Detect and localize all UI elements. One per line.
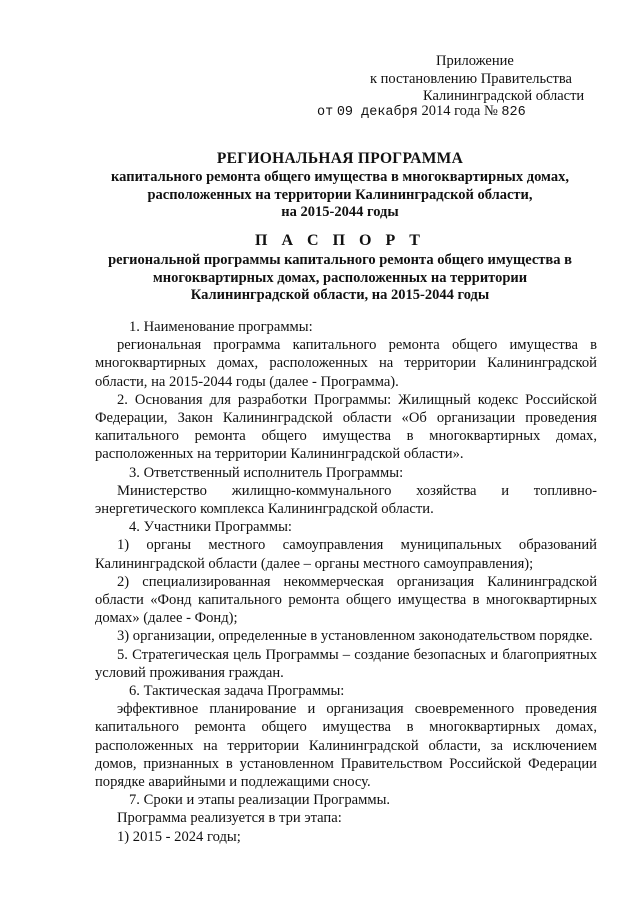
section-4-item-3: 3) организации, определенные в установленном законодательством порядке.	[117, 628, 593, 645]
appendix-date-line	[317, 103, 526, 120]
program-subtitle-line: на 2015-2044 годы	[281, 204, 399, 220]
section-1-text: региональная программа капитального ремонта общего имущества в многоквартирных домах, расположенных на территории Калининградской области, на 2015-2044 годы (далее - Программа).	[95, 337, 597, 390]
section-4-item-2: 2) специализированная некоммерческая организация Калининградской области «Фонд капитального ремонта общего имущества в многоквартирных домах» (далее - Фонд);	[95, 573, 597, 627]
date-value: 09 декабря	[336, 105, 418, 120]
section-3-text: Министерство жилищно-коммунального хозяйства и топливно-энергетического комплекса Калининградской области.	[95, 482, 597, 518]
passport-body	[95, 318, 597, 846]
appendix-resolution: к постановлению Правительства	[370, 70, 572, 87]
passport-subtitle-line: Калининградской области, на 2015-2044 годы	[190, 287, 490, 303]
appendix-header	[370, 53, 610, 106]
section-3-heading: 3. Ответственный исполнитель Программы:	[129, 464, 404, 481]
appendix-label: Приложение	[436, 53, 514, 69]
section-2-text: 2. Основания для разработки Программы: Жилищный кодекс Российской Федерации, Закон Калининградской области «Об организации проведения капитального ремонта общего имущества в многоквартирных домах, расположенных на территории Калининградской области».	[95, 391, 597, 463]
program-subtitle	[100, 169, 580, 222]
section-7-stage-1: 1) 2015 - 2024 годы;	[117, 828, 241, 845]
section-7-stages: Программа реализуется в три этапа:	[117, 810, 342, 827]
appendix-region: Калининградской области	[423, 88, 585, 104]
passport-title: П А С П О Р Т	[255, 232, 425, 249]
passport-subtitle	[100, 252, 580, 305]
section-7-heading: 7. Сроки и этапы реализации Программы.	[129, 792, 391, 809]
section-6-text: эффективное планирование и организация своевременного проведения капитального ремонта общего имущества в многоквартирных домах, расположенных на территории Калининградской области, за исключением домов, признанных в установленном Правительством Российской Федерации порядке аварийными и подлежащими сносу.	[95, 701, 597, 791]
passport-subtitle-line: многоквартирных домах, расположенных на территории	[152, 269, 528, 286]
passport-subtitle-line: региональной программы капитального ремонта общего имущества в	[108, 252, 572, 268]
program-subtitle-line: расположенных на территории Калининградской области,	[147, 186, 533, 203]
program-title: РЕГИОНАЛЬНАЯ ПРОГРАММА	[216, 150, 464, 167]
program-subtitle-line: капитального ремонта общего имущества в многоквартирных домах,	[111, 169, 569, 185]
section-5-text: 5. Стратегическая цель Программы – создание безопасных и благоприятных условий проживания граждан.	[95, 646, 597, 681]
section-6-heading: 6. Тактическая задача Программы:	[129, 683, 345, 700]
date-year: 2014 года №	[421, 103, 498, 119]
resolution-number: 826	[501, 105, 526, 120]
section-1-heading: 1. Наименование программы:	[129, 319, 313, 335]
section-4-heading: 4. Участники Программы:	[129, 519, 292, 536]
date-prefix: от	[317, 105, 334, 120]
section-4-item-1: 1) органы местного самоуправления муниципальных образований Калининградской области (далее – органы местного самоуправления);	[95, 537, 597, 572]
